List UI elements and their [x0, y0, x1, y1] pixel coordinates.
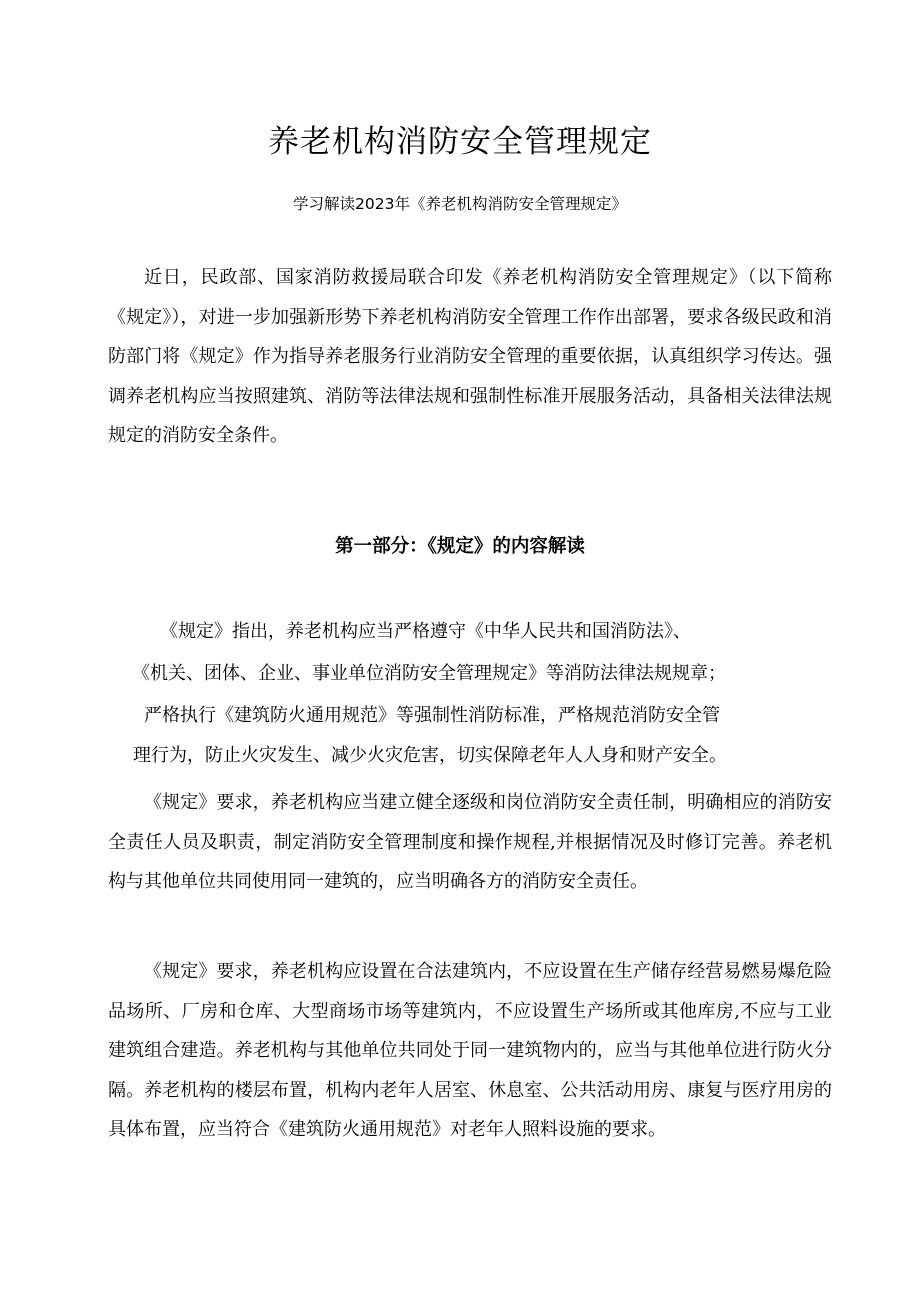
section-line-1: 《规定》指出，养老机构应当严格遵守《中华人民共和国消防法》、	[160, 621, 691, 642]
document-subtitle: 学习解读2023年《养老机构消防安全管理规定》	[293, 195, 627, 213]
section-line-2: 《机关、团体、企业、事业单位消防安全管理规定》等消防法律法规规章；	[132, 663, 726, 684]
document-title: 养老机构消防安全管理规定	[268, 124, 652, 160]
section-line-3: 严格执行《建筑防火通用规范》等强制性消防标准，严格规范消防安全管	[144, 705, 720, 726]
section-heading: 第一部分：《规定》的内容解读	[335, 536, 585, 557]
intro-paragraph: 近日，民政部、国家消防救援局联合印发《养老机构消防安全管理规定》（以下简称《规定》），对进一步加强新形势下养老机构消防安全管理工作作出部署，要求各级民政和消防部门将《规定》作为指导养老服务行业消防安全管理的重要依据，认真组织学习传达。强调养老机构应当按照建筑、消防等法律法规和强制性标准开展服务活动，具备相关法律法规规定的消防安全条件。	[108, 267, 832, 446]
location-paragraph: 《规定》要求，养老机构应设置在合法建筑内，不应设置在生产储存经营易燃易爆危险品场所、厂房和仓库、大型商场市场等建筑内，不应设置生产场所或其他库房,不应与工业建筑组合建造。养老机构与其他单位共同处于同一建筑物内的，应当与其他单位进行防火分隔。养老机构的楼层布置，机构内老年人居室、休息室、公共活动用房、康复与医疗用房的具体布置，应当符合《建筑防火通用规范》对老年人照料设施的要求。	[108, 961, 832, 1140]
section-line-4: 理行为，防止火灾发生、减少火灾危害，切实保障老年人人身和财产安全。	[133, 745, 727, 766]
responsibility-paragraph: 《规定》要求，养老机构应当建立健全逐级和岗位消防安全责任制，明确相应的消防安全责任人员及职责，制定消防安全管理制度和操作规程,并根据情况及时修订完善。养老机构与其他单位共同使用同一建筑的，应当明确各方的消防安全责任。	[108, 792, 832, 892]
